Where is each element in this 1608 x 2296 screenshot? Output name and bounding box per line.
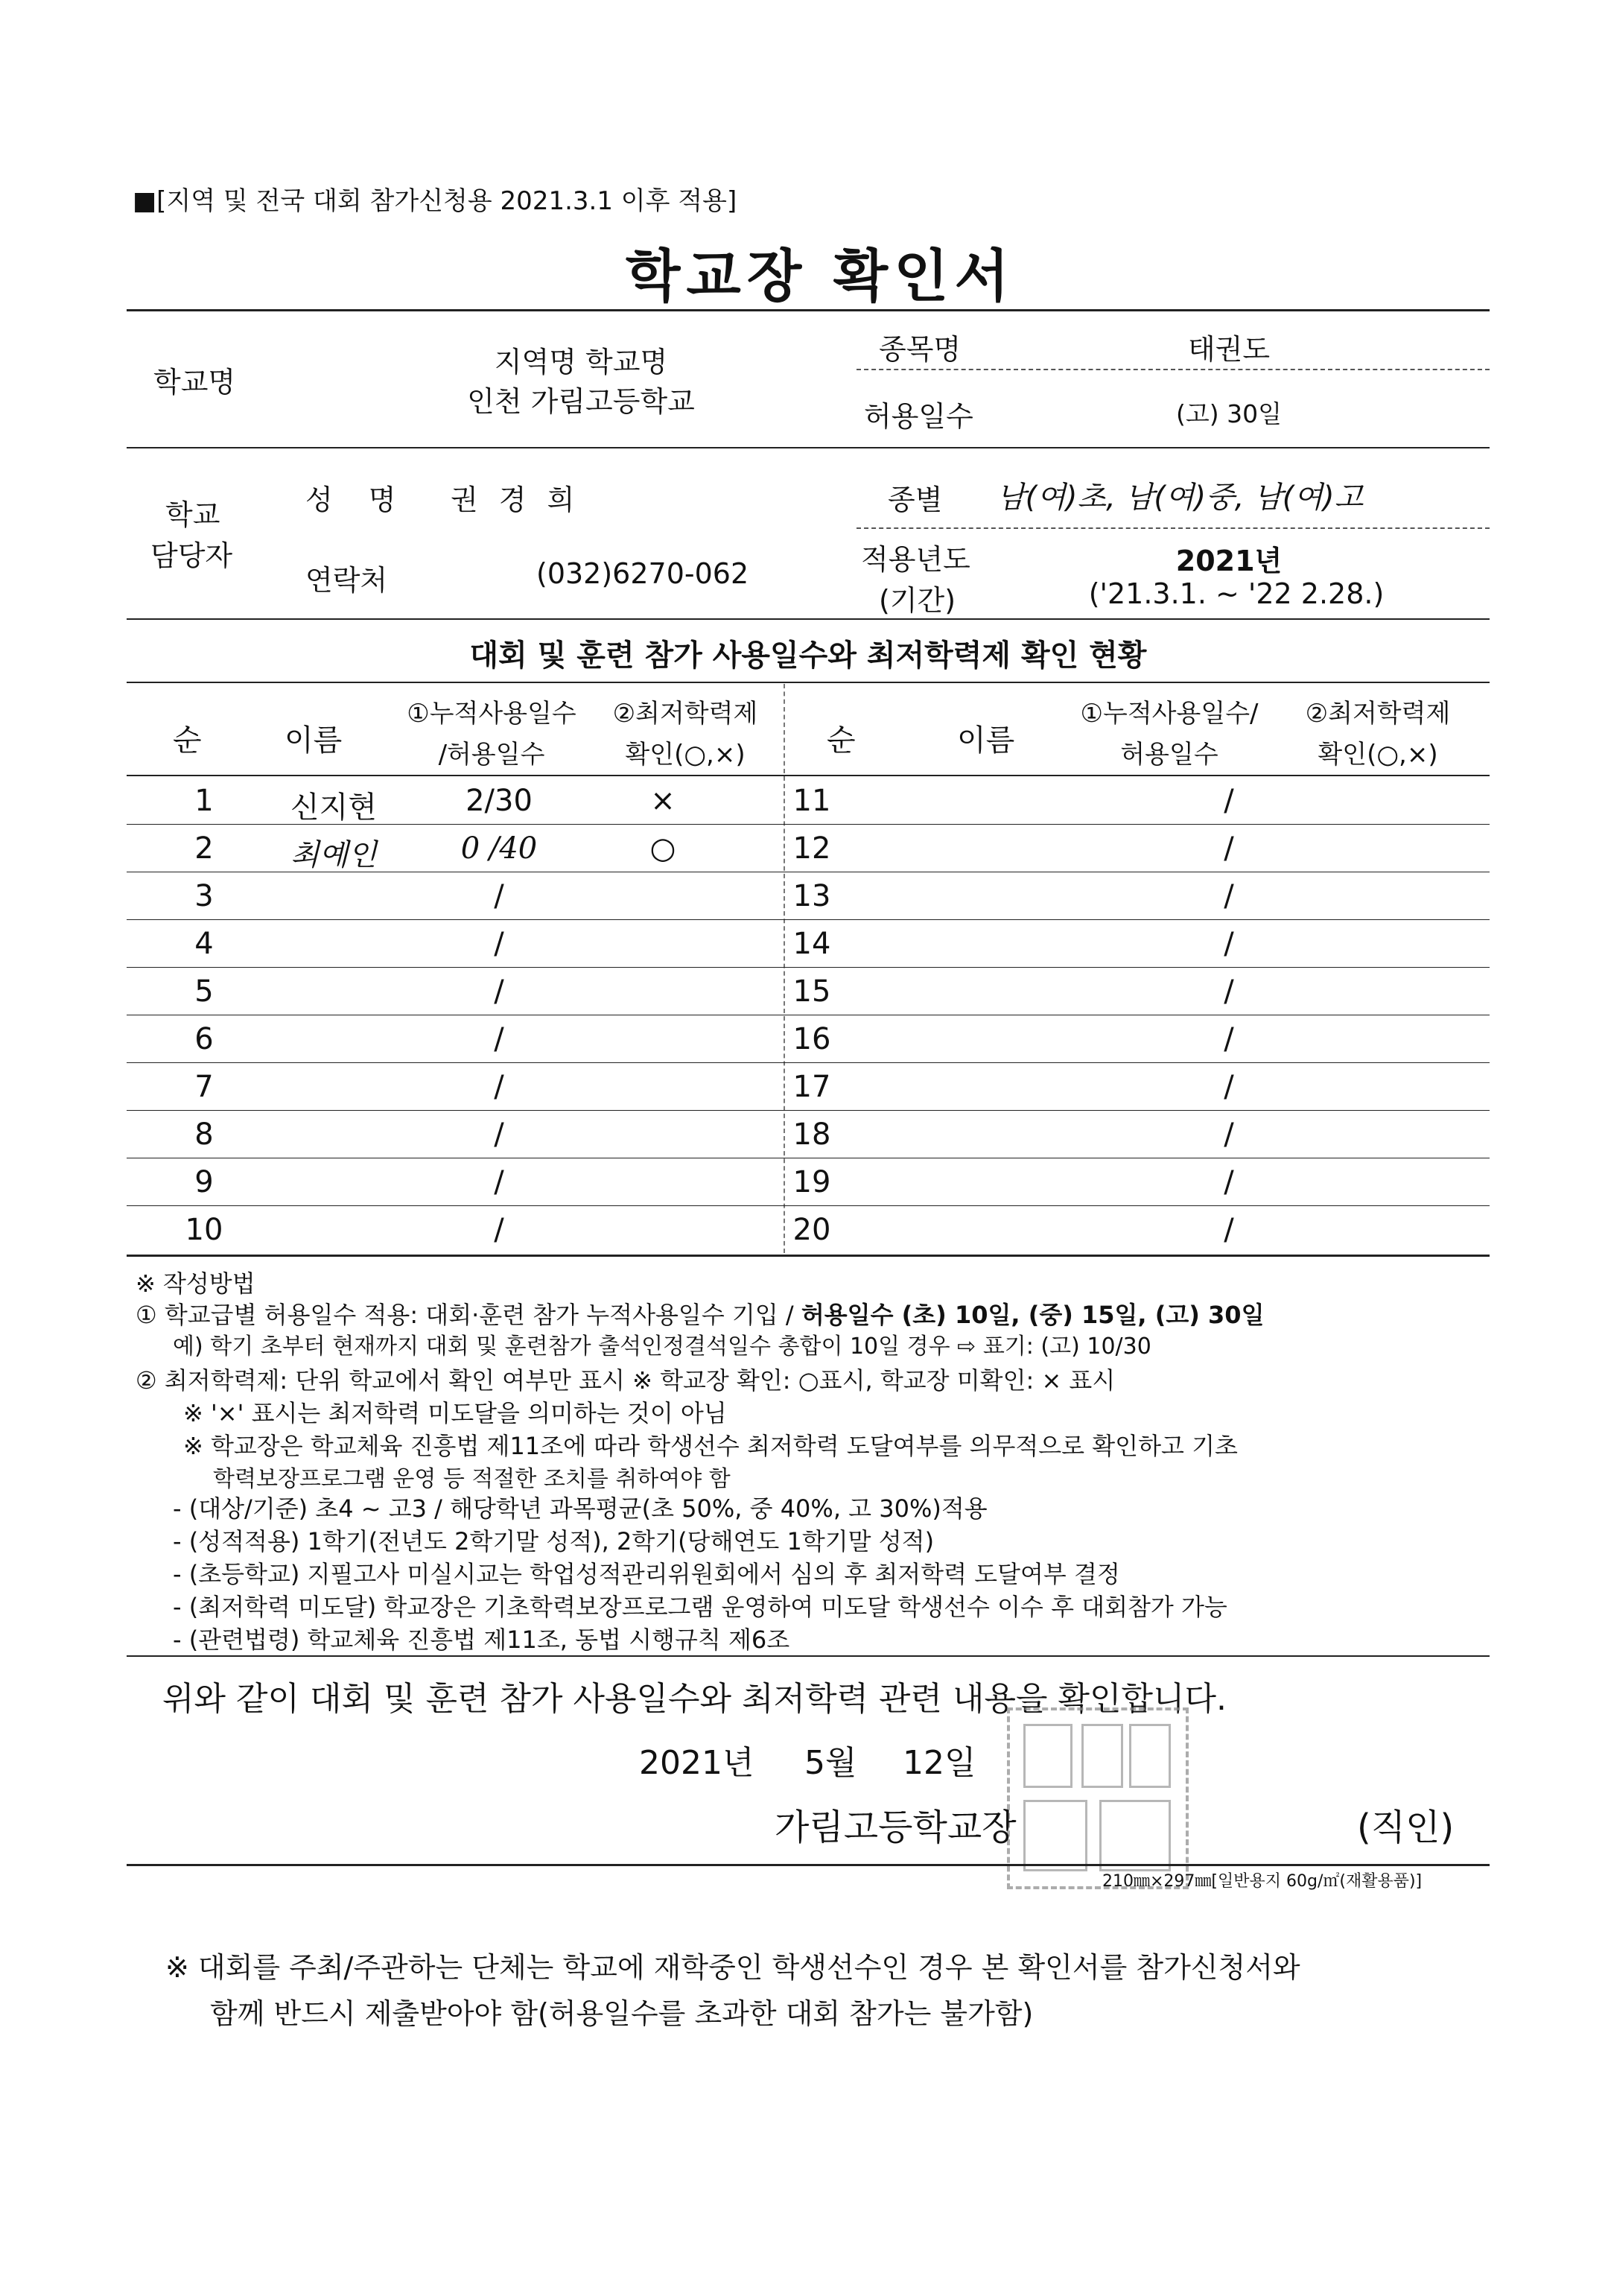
days-value: / (494, 1117, 504, 1152)
row-number-right: 16 (792, 1022, 831, 1056)
instruction-2: ② 최저학력제: 단위 학교에서 확인 여부만 표시 ※ 학교장 확인: ○표시, 학교장 미확인: × 표시 (136, 1366, 1116, 1395)
divider (127, 447, 1490, 448)
days-value-right: / (1224, 1213, 1234, 1247)
instruction-1-example: 예) 학기 초부터 현재까지 대회 및 훈련참가 출석인정결석일수 총합이 10일 경우 ⇨ 표기: (고) 10/30 (173, 1333, 1151, 1360)
days-value-right: / (1224, 831, 1234, 866)
seal-mark: (직인) (1357, 1807, 1455, 1848)
row-number: 6 (194, 1022, 214, 1056)
footer-line-2: 함께 반드시 제출받아야 함(허용일수를 초과한 대회 참가는 불가함) (210, 1997, 1034, 2030)
table-row (127, 1015, 1490, 1062)
divider (127, 1655, 1490, 1657)
year-label-1: 적용년도 (861, 543, 970, 576)
table-row (127, 967, 1490, 1015)
table-row (127, 919, 1490, 967)
days-value-right: / (1224, 974, 1234, 1009)
date-year: 2021년 (639, 1744, 754, 1782)
row-number: 4 (194, 927, 214, 961)
row-number: 1 (194, 784, 214, 818)
rule-grade: - (성적적용) 1학기(전년도 2학기말 성적), 2학기(당해연도 1학기말 성적) (173, 1527, 935, 1555)
instruction-1-bold: 허용일수 (초) 10일, (중) 15일, (고) 30일 (801, 1301, 1265, 1329)
table-row (127, 824, 1490, 872)
col-days-right-header-2: 허용일수 (1120, 740, 1218, 770)
row-number-right: 12 (792, 831, 831, 866)
days-value-right: / (1224, 1070, 1234, 1104)
school-label: 학교명 (153, 366, 236, 399)
col-days-right-header-1: ①누적사용일수/ (1080, 699, 1259, 729)
sport-label: 종목명 (879, 333, 962, 366)
row-number: 10 (185, 1213, 223, 1247)
days-value-right: / (1224, 1022, 1234, 1056)
date-day: 12일 (903, 1744, 976, 1782)
days-value-right: / (1224, 879, 1234, 913)
row-number: 5 (194, 974, 214, 1009)
row-number-right: 17 (792, 1070, 831, 1104)
row-number-right: 13 (792, 879, 831, 913)
allowed-days-label: 허용일수 (864, 400, 973, 433)
table-row (127, 1205, 1490, 1253)
check-value: × (650, 784, 676, 818)
divider (127, 1864, 1490, 1866)
teacher-label-1: 학교 (165, 498, 220, 531)
year-value: 2021년 (1175, 545, 1283, 577)
col-no-right-header: 순 (827, 723, 856, 758)
row-number-right: 11 (792, 784, 831, 818)
principal-name: 가림고등학교장 (775, 1807, 1017, 1848)
instruction-1 (136, 1296, 1264, 1331)
row-number: 7 (194, 1070, 214, 1104)
days-value-right: / (1224, 927, 1234, 961)
instruction-1-text: ① 학교급별 허용일수 적용: 대회·훈련 참가 누적사용일수 기입 / (136, 1301, 801, 1329)
divider (127, 309, 1490, 311)
row-number-right: 18 (792, 1117, 831, 1152)
row-number-right: 19 (792, 1165, 831, 1199)
contact-label: 연락처 (305, 564, 388, 597)
table-row (127, 1110, 1490, 1158)
contact-value: (032)6270-062 (536, 557, 749, 590)
col-check-header-2: 확인(○,×) (625, 740, 746, 770)
allowed-days-value: (고) 30일 (1176, 399, 1282, 428)
row-number-right: 20 (792, 1213, 831, 1247)
rule-law: - (관련법령) 학교체육 진흥법 제11조, 동법 시행규칙 제6조 (173, 1626, 790, 1654)
col-days-header-1: ①누적사용일수 (407, 699, 576, 729)
table-row (127, 1062, 1490, 1110)
table-row (127, 776, 1490, 824)
instructions-heading: ※ 작성방법 (136, 1269, 255, 1298)
category-value: 남(여)초, 남(여)중, 남(여)고 (997, 481, 1364, 515)
col-name-right-header: 이름 (957, 723, 1015, 758)
row-number: 8 (194, 1117, 214, 1152)
row-number-right: 14 (792, 927, 831, 961)
col-no-header: 순 (173, 723, 202, 758)
header-note: ■[지역 및 전국 대회 참가신청용 2021.3.1 이후 적용] (133, 186, 737, 216)
teacher-label-2: 담당자 (150, 539, 233, 572)
section-title: 대회 및 훈련 참가 사용일수와 최저학력제 확인 현황 (469, 638, 1147, 673)
page-title: 학교장 확인서 (626, 243, 1015, 309)
date-month: 5월 (804, 1744, 857, 1782)
category-label: 종별 (888, 483, 943, 516)
row-number: 9 (194, 1165, 214, 1199)
table-row (127, 1158, 1490, 1205)
year-period: ('21.3.1. ~ '22 2.28.) (1088, 577, 1385, 610)
column-divider (784, 684, 785, 773)
official-seal (1007, 1707, 1189, 1889)
divider (127, 682, 1490, 683)
days-value-right: / (1224, 784, 1234, 818)
rule-elementary: - (초등학교) 지필고사 미실시교는 학업성적관리위원회에서 심의 후 최저학력 도달여부 결정 (173, 1560, 1120, 1588)
paper-spec: 210㎜×297㎜[일반용지 60g/㎡(재활용품)] (1102, 1872, 1423, 1891)
note-2-line-2: 학력보장프로그램 운영 등 적절한 조치를 취하여야 함 (213, 1466, 731, 1492)
days-value: / (494, 1070, 504, 1104)
col-days-header-2: /허용일수 (438, 740, 545, 770)
athlete-name: 최예인 (290, 838, 377, 872)
divider (857, 527, 1490, 529)
note-1: ※ '×' 표시는 최저학력 미도달을 의미하는 것이 아님 (183, 1399, 727, 1427)
days-value: / (494, 1213, 504, 1247)
col-check-header-1: ②최저학력제 (612, 699, 758, 729)
days-value: 0 /40 (460, 831, 538, 866)
days-value: / (494, 1165, 504, 1199)
athlete-name: 신지현 (290, 790, 377, 825)
col-check-right-header-1: ②최저학력제 (1305, 699, 1451, 729)
days-value-right: / (1224, 1117, 1234, 1152)
divider (127, 1255, 1490, 1257)
days-value: / (494, 1022, 504, 1056)
sport-value: 태권도 (1187, 333, 1271, 366)
name-label: 성 명 (305, 483, 410, 516)
days-value: / (494, 974, 504, 1009)
year-label-2: (기간) (879, 584, 956, 617)
teacher-name: 권 경 희 (451, 483, 581, 516)
row-number: 2 (194, 831, 214, 866)
days-value: / (494, 927, 504, 961)
col-check-right-header-2: 확인(○,×) (1318, 740, 1438, 770)
days-value: / (494, 879, 504, 913)
col-name-header: 이름 (285, 723, 343, 758)
rule-below-standard: - (최저학력 미도달) 학교장은 기초학력보장프로그램 운영하여 미도달 학생선수 이수 후 대회참가 가능 (173, 1593, 1227, 1621)
confirm-text: 위와 같이 대회 및 훈련 참가 사용일수와 최저학력 관련 내용을 확인합니다. (162, 1680, 1227, 1718)
table-row (127, 872, 1490, 919)
check-value: ○ (649, 831, 676, 866)
rule-target: - (대상/기준) 초4 ~ 고3 / 해당학년 과목평균(초 50%, 중 40%, 고 30%)적용 (173, 1494, 988, 1523)
school-name-value: 인천 가림고등학교 (467, 385, 695, 418)
divider (857, 369, 1490, 370)
note-2-line-1: ※ 학교장은 학교체육 진흥법 제11조에 따라 학생선수 최저학력 도달여부를 의무적으로 확인하고 기초 (183, 1432, 1238, 1460)
days-value-right: / (1224, 1165, 1234, 1199)
region-school-label: 지역명 학교명 (494, 346, 668, 378)
row-number-right: 15 (792, 974, 831, 1009)
days-value: 2/30 (465, 784, 533, 818)
row-number: 3 (194, 879, 214, 913)
divider (127, 618, 1490, 620)
footer-line-1: ※ 대회를 주최/주관하는 단체는 학교에 재학중인 학생선수인 경우 본 확인서를 참가신청서와 (165, 1951, 1300, 1984)
